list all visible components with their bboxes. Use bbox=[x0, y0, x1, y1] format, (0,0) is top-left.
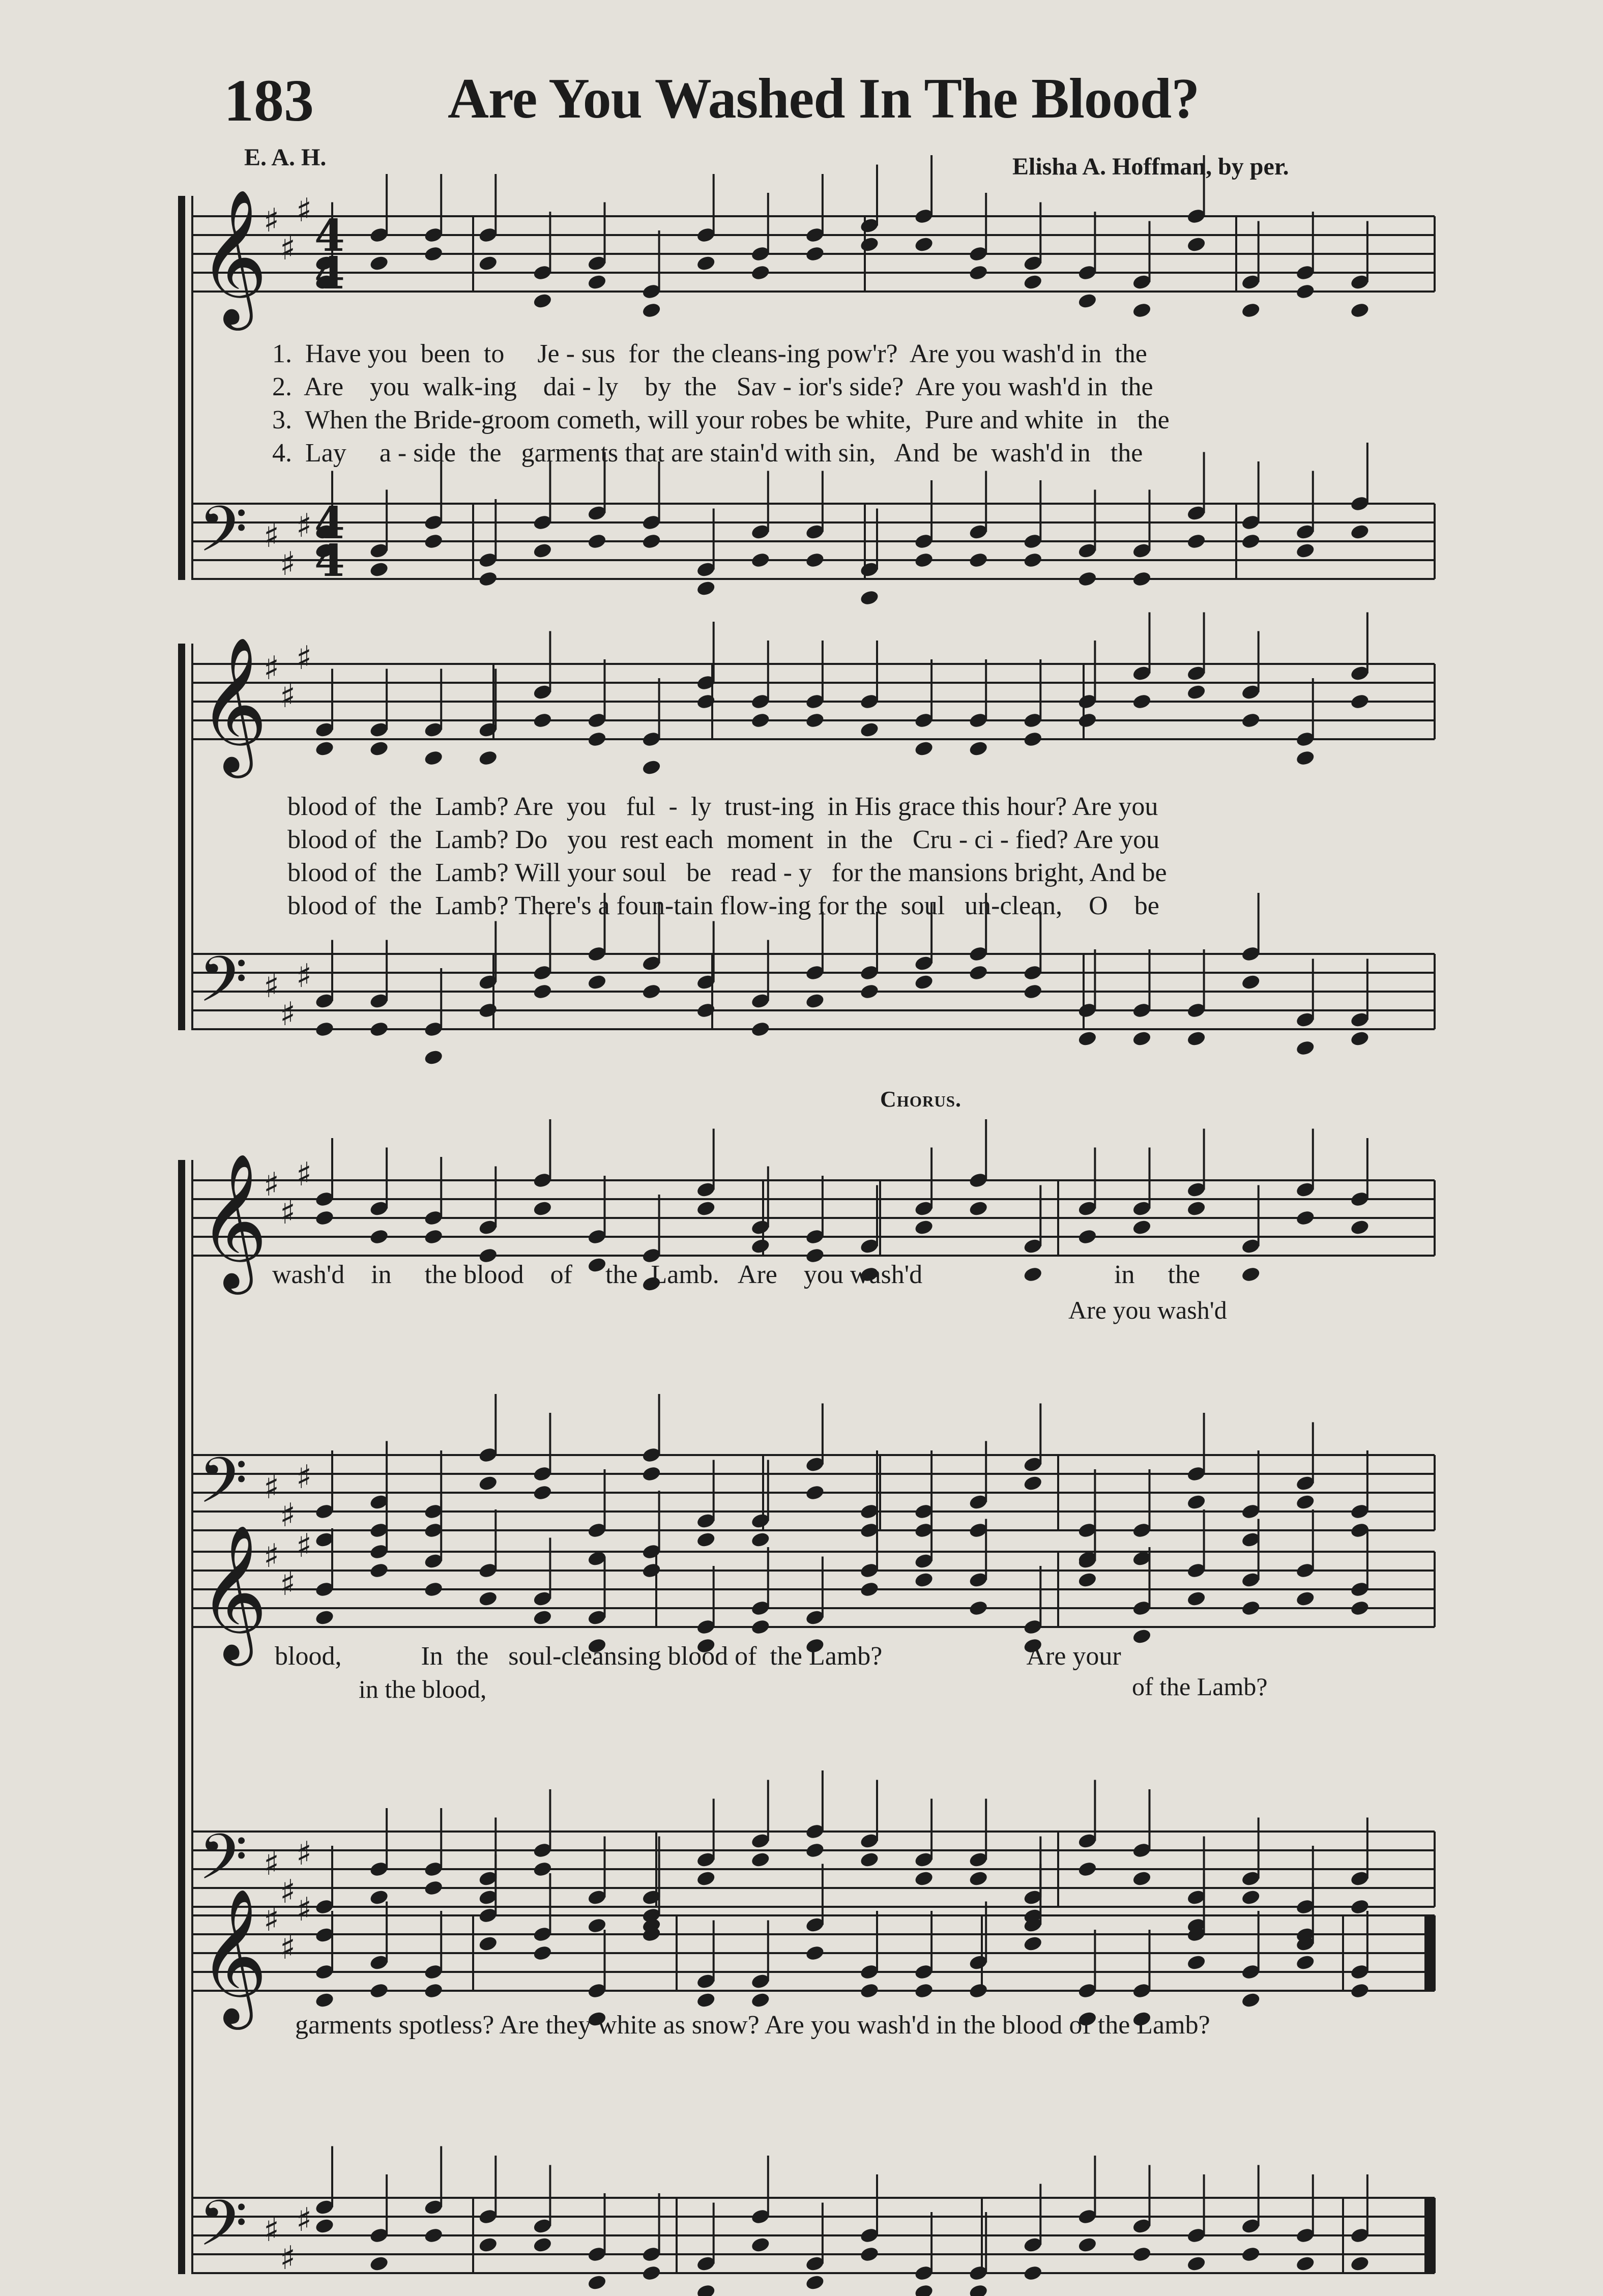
time-signature: 4 bbox=[314, 248, 345, 299]
note-head bbox=[914, 973, 934, 991]
note-head bbox=[478, 2236, 498, 2253]
note-head bbox=[423, 1049, 444, 1066]
time-signature: 4 bbox=[314, 210, 345, 261]
note-head bbox=[532, 542, 552, 559]
sharp-sign: ♯ bbox=[296, 2201, 312, 2239]
note-head bbox=[1131, 1870, 1152, 1887]
sharp-sign: ♯ bbox=[264, 1901, 279, 1939]
note-head bbox=[696, 2283, 716, 2296]
note-head bbox=[750, 712, 771, 729]
note-head bbox=[750, 1237, 771, 1255]
note-head bbox=[1241, 1991, 1261, 2009]
bass-clef: 𝄢 bbox=[198, 1444, 248, 1533]
note-head bbox=[478, 1474, 498, 1492]
note-head bbox=[805, 551, 825, 569]
sharp-sign: ♯ bbox=[264, 1537, 279, 1575]
note-head bbox=[1295, 1039, 1316, 1057]
sharp-sign: ♯ bbox=[280, 996, 296, 1033]
note-head bbox=[1077, 712, 1097, 729]
note-head bbox=[805, 992, 825, 1009]
chorus-line-3: garments spotless? Are they white as snow? Are you wash'd in the blood of the Lamb? bbox=[295, 2011, 1210, 2040]
note-head bbox=[750, 1021, 771, 1038]
note-head bbox=[587, 973, 607, 991]
note-head bbox=[1295, 1209, 1316, 1227]
note-head bbox=[859, 236, 880, 253]
note-head bbox=[750, 1618, 771, 1636]
note-head bbox=[369, 2255, 389, 2272]
note-head bbox=[642, 1562, 662, 1579]
note-head bbox=[968, 264, 988, 281]
music-credit: Elisha A. Hoffman, by per. bbox=[1012, 153, 1289, 180]
note-head bbox=[859, 721, 880, 738]
sharp-sign: ♯ bbox=[296, 507, 312, 545]
system-bracket bbox=[178, 196, 185, 580]
sharp-sign: ♯ bbox=[296, 1891, 312, 1929]
note-head bbox=[587, 533, 607, 550]
note-head bbox=[1077, 1571, 1097, 1588]
sharp-sign: ♯ bbox=[280, 678, 296, 715]
note-head bbox=[1186, 1493, 1207, 1510]
note-head bbox=[859, 589, 880, 606]
note-head bbox=[642, 759, 662, 776]
note-head bbox=[1241, 1600, 1261, 1617]
note-head bbox=[532, 712, 552, 729]
note-head bbox=[369, 1982, 389, 1999]
note-head bbox=[369, 254, 389, 272]
note-head bbox=[1131, 1627, 1152, 1645]
note-head bbox=[642, 533, 662, 550]
note-head bbox=[968, 551, 988, 569]
note-head bbox=[859, 1581, 880, 1598]
final-bar bbox=[1424, 2198, 1434, 2273]
final-bar bbox=[1424, 1915, 1434, 1991]
hymn-number: 183 bbox=[224, 67, 314, 134]
sharp-sign: ♯ bbox=[264, 968, 279, 1005]
note-head bbox=[1077, 1228, 1097, 1245]
note-head bbox=[1241, 712, 1261, 729]
note-head bbox=[914, 1870, 934, 1887]
note-head bbox=[423, 245, 444, 263]
note-head bbox=[532, 1944, 552, 1962]
sharp-sign: ♯ bbox=[264, 202, 279, 240]
note-head bbox=[1023, 731, 1043, 748]
note-head bbox=[1295, 542, 1316, 559]
note-head bbox=[478, 1002, 498, 1019]
time-signature: 4 bbox=[314, 535, 345, 587]
note-head bbox=[1023, 983, 1043, 1000]
note-head bbox=[369, 1562, 389, 1579]
note-head bbox=[587, 731, 607, 748]
note-head bbox=[423, 1982, 444, 1999]
note-head bbox=[1295, 283, 1316, 300]
note-head bbox=[750, 1851, 771, 1868]
sharp-sign: ♯ bbox=[296, 1459, 312, 1496]
note-head bbox=[1241, 1888, 1261, 1906]
note-head bbox=[1077, 570, 1097, 588]
note-head bbox=[1186, 1200, 1207, 1217]
note-head bbox=[423, 1581, 444, 1598]
note-head bbox=[1186, 533, 1207, 550]
note-head bbox=[1186, 1590, 1207, 1607]
note-head bbox=[750, 1531, 771, 1548]
chorus-line-2: blood, In the soul-cleansing blood of the Lamb? Are your bbox=[275, 1642, 1121, 1671]
note-head bbox=[696, 1991, 716, 2009]
note-head bbox=[750, 264, 771, 281]
note-head bbox=[968, 2283, 988, 2296]
treble-clef: 𝄞 bbox=[198, 636, 268, 772]
note-head bbox=[642, 2264, 662, 2282]
note-head bbox=[1186, 1030, 1207, 1047]
chorus-line-1-lower: Are you wash'd bbox=[1068, 1296, 1227, 1324]
note-head bbox=[314, 1991, 335, 2009]
note-head bbox=[423, 533, 444, 550]
sharp-sign: ♯ bbox=[264, 1845, 279, 1883]
system-bracket bbox=[178, 1531, 185, 1908]
note-head bbox=[1350, 1030, 1370, 1047]
sharp-sign: ♯ bbox=[280, 1194, 296, 1232]
sharp-sign: ♯ bbox=[296, 192, 312, 229]
note-head bbox=[369, 1021, 389, 1038]
chorus-line-1: wash'd in the blood of the Lamb. Are you wash'd in the bbox=[272, 1260, 1201, 1289]
note-head bbox=[1077, 2236, 1097, 2253]
verse-3-line-2: blood of the Lamb? Will your soul be read - y for the mansions bright, And be bbox=[287, 858, 1167, 887]
note-head bbox=[1350, 1218, 1370, 1236]
note-head bbox=[1350, 2255, 1370, 2272]
verse-1-line-1: 1. Have you been to Je - sus for the cleans-ing pow'r? Are you wash'd in the bbox=[272, 339, 1147, 368]
note-head bbox=[968, 1200, 988, 1217]
note-head bbox=[642, 983, 662, 1000]
chorus-label: Chorus. bbox=[880, 1087, 962, 1112]
note-head bbox=[1295, 1590, 1316, 1607]
note-head bbox=[859, 2246, 880, 2263]
note-head bbox=[369, 740, 389, 757]
note-head bbox=[805, 1944, 825, 1962]
note-head bbox=[478, 570, 498, 588]
note-head bbox=[532, 292, 552, 309]
treble-clef: 𝄞 bbox=[198, 1888, 268, 2024]
note-head bbox=[914, 1982, 934, 1999]
time-signature: 4 bbox=[314, 498, 345, 549]
note-head bbox=[1131, 302, 1152, 319]
sharp-sign: ♯ bbox=[280, 1565, 296, 1603]
verse-1-line-2: blood of the Lamb? Are you ful - ly trust-ing in His grace this hour? Are you bbox=[287, 792, 1158, 821]
note-head bbox=[805, 712, 825, 729]
sharp-sign: ♯ bbox=[296, 1835, 312, 1873]
system-bracket bbox=[178, 644, 185, 1030]
note-head bbox=[859, 1851, 880, 1868]
note-head bbox=[423, 2227, 444, 2244]
verse-2-line-1: 2. Are you walk-ing dai - ly by the Sav - ior's side? Are you wash'd in the bbox=[272, 372, 1153, 401]
note-head bbox=[1350, 523, 1370, 540]
note-head bbox=[369, 561, 389, 578]
note-head bbox=[914, 551, 934, 569]
sharp-sign: ♯ bbox=[264, 650, 279, 687]
sharp-sign: ♯ bbox=[280, 1497, 296, 1534]
treble-clef: 𝄞 bbox=[198, 1153, 268, 1289]
system-bracket bbox=[178, 1895, 185, 2274]
note-head bbox=[1295, 1954, 1316, 1971]
note-head bbox=[369, 1228, 389, 1245]
note-head bbox=[1131, 693, 1152, 710]
note-head bbox=[314, 1609, 335, 1626]
note-head bbox=[642, 1465, 662, 1483]
note-head bbox=[1023, 1474, 1043, 1492]
note-head bbox=[314, 1021, 335, 1038]
note-head bbox=[1241, 973, 1261, 991]
sharp-sign: ♯ bbox=[264, 1166, 279, 1204]
bass-clef: 𝄢 bbox=[198, 493, 248, 582]
sharp-sign: ♯ bbox=[280, 230, 296, 268]
note-head bbox=[859, 983, 880, 1000]
sharp-sign: ♯ bbox=[296, 1527, 312, 1565]
note-head bbox=[532, 983, 552, 1000]
verse-2-line-2: blood of the Lamb? Do you rest each moment in the Cru - ci - fied? Are you bbox=[287, 825, 1160, 854]
note-head bbox=[1131, 1030, 1152, 1047]
sharp-sign: ♯ bbox=[296, 957, 312, 995]
note-head bbox=[1023, 551, 1043, 569]
note-head bbox=[1241, 1266, 1261, 1283]
sharp-sign: ♯ bbox=[296, 1156, 312, 1194]
note-head bbox=[1350, 302, 1370, 319]
note-head bbox=[1350, 1982, 1370, 1999]
note-head bbox=[1077, 292, 1097, 309]
treble-clef: 𝄞 bbox=[198, 1524, 268, 1660]
note-head bbox=[1023, 2264, 1043, 2282]
sharp-sign: ♯ bbox=[280, 1929, 296, 1967]
note-head bbox=[914, 2283, 934, 2296]
bass-clef: 𝄢 bbox=[198, 943, 248, 1032]
note-head bbox=[696, 254, 716, 272]
note-head bbox=[696, 1531, 716, 1548]
sharp-sign: ♯ bbox=[264, 517, 279, 555]
note-head bbox=[696, 1200, 716, 1217]
note-head bbox=[1186, 683, 1207, 701]
note-head bbox=[750, 1991, 771, 2009]
hymn-title: Are You Washed In The Blood? bbox=[448, 67, 1200, 130]
sharp-sign: ♯ bbox=[296, 640, 312, 677]
note-head bbox=[532, 1200, 552, 1217]
sharp-sign: ♯ bbox=[280, 2240, 296, 2277]
note-head bbox=[423, 1228, 444, 1245]
note-head bbox=[1131, 570, 1152, 588]
note-head bbox=[914, 1571, 934, 1588]
note-head bbox=[1350, 693, 1370, 710]
note-head bbox=[750, 2236, 771, 2253]
note-head bbox=[314, 1209, 335, 1227]
note-head bbox=[478, 749, 498, 767]
sharp-sign: ♯ bbox=[280, 1873, 296, 1911]
note-head bbox=[532, 1484, 552, 1501]
verse-3-line-1: 3. When the Bride-groom cometh, will your robes be white, Pure and white in the bbox=[272, 405, 1170, 434]
sharp-sign: ♯ bbox=[280, 545, 296, 583]
note-head bbox=[1241, 533, 1261, 550]
bass-clef: 𝄢 bbox=[198, 1821, 248, 1909]
note-head bbox=[1295, 2255, 1316, 2272]
note-head bbox=[1131, 1218, 1152, 1236]
verse-4-line-2: blood of the Lamb? There's a foun-tain flow-ing for the soul un-clean, O be bbox=[287, 891, 1159, 920]
note-head bbox=[478, 1590, 498, 1607]
note-head bbox=[587, 2274, 607, 2291]
note-head bbox=[1131, 2246, 1152, 2263]
note-head bbox=[805, 1842, 825, 1859]
words-credit: E. A. H. bbox=[244, 144, 327, 171]
note-head bbox=[805, 245, 825, 263]
bass-clef: 𝄢 bbox=[198, 2187, 248, 2276]
note-head bbox=[587, 273, 607, 290]
note-head bbox=[968, 740, 988, 757]
note-head bbox=[1241, 302, 1261, 319]
note-head bbox=[1023, 273, 1043, 290]
note-head bbox=[1023, 1935, 1043, 1952]
note-head bbox=[914, 740, 934, 757]
note-head bbox=[696, 1870, 716, 1887]
note-head bbox=[968, 1870, 988, 1887]
note-head bbox=[1350, 1600, 1370, 1617]
note-head bbox=[1186, 1954, 1207, 1971]
note-head bbox=[1077, 1030, 1097, 1047]
verse-4-line-1: 4. Lay a - side the garments that are stain'd with sin, And be wash'd in the bbox=[272, 439, 1143, 468]
note-head bbox=[750, 551, 771, 569]
note-head bbox=[914, 236, 934, 253]
chorus-line-2-lower-left: in the blood, bbox=[359, 1675, 487, 1703]
note-head bbox=[642, 302, 662, 319]
note-head bbox=[423, 1879, 444, 1897]
note-head bbox=[914, 1218, 934, 1236]
note-head bbox=[1295, 749, 1316, 767]
system-bracket bbox=[178, 1160, 185, 1531]
note-head bbox=[423, 749, 444, 767]
note-head bbox=[314, 2217, 335, 2234]
note-head bbox=[968, 1600, 988, 1617]
note-head bbox=[696, 579, 716, 597]
note-head bbox=[532, 2236, 552, 2253]
note-head bbox=[1077, 1861, 1097, 1878]
note-head bbox=[1241, 2246, 1261, 2263]
note-head bbox=[1186, 2255, 1207, 2272]
note-head bbox=[1295, 1493, 1316, 1510]
note-head bbox=[478, 1935, 498, 1952]
note-head bbox=[805, 1484, 825, 1501]
treble-clef: 𝄞 bbox=[198, 189, 268, 325]
chorus-line-2-lower-right: of the Lamb? bbox=[1132, 1672, 1268, 1701]
sharp-sign: ♯ bbox=[264, 1469, 279, 1506]
note-head bbox=[968, 964, 988, 981]
note-head bbox=[968, 1982, 988, 1999]
note-head bbox=[1186, 236, 1207, 253]
sharp-sign: ♯ bbox=[264, 2212, 279, 2249]
note-head bbox=[478, 254, 498, 272]
note-head bbox=[532, 1609, 552, 1626]
note-head bbox=[859, 1982, 880, 1999]
note-head bbox=[805, 2274, 825, 2291]
note-head bbox=[314, 740, 335, 757]
